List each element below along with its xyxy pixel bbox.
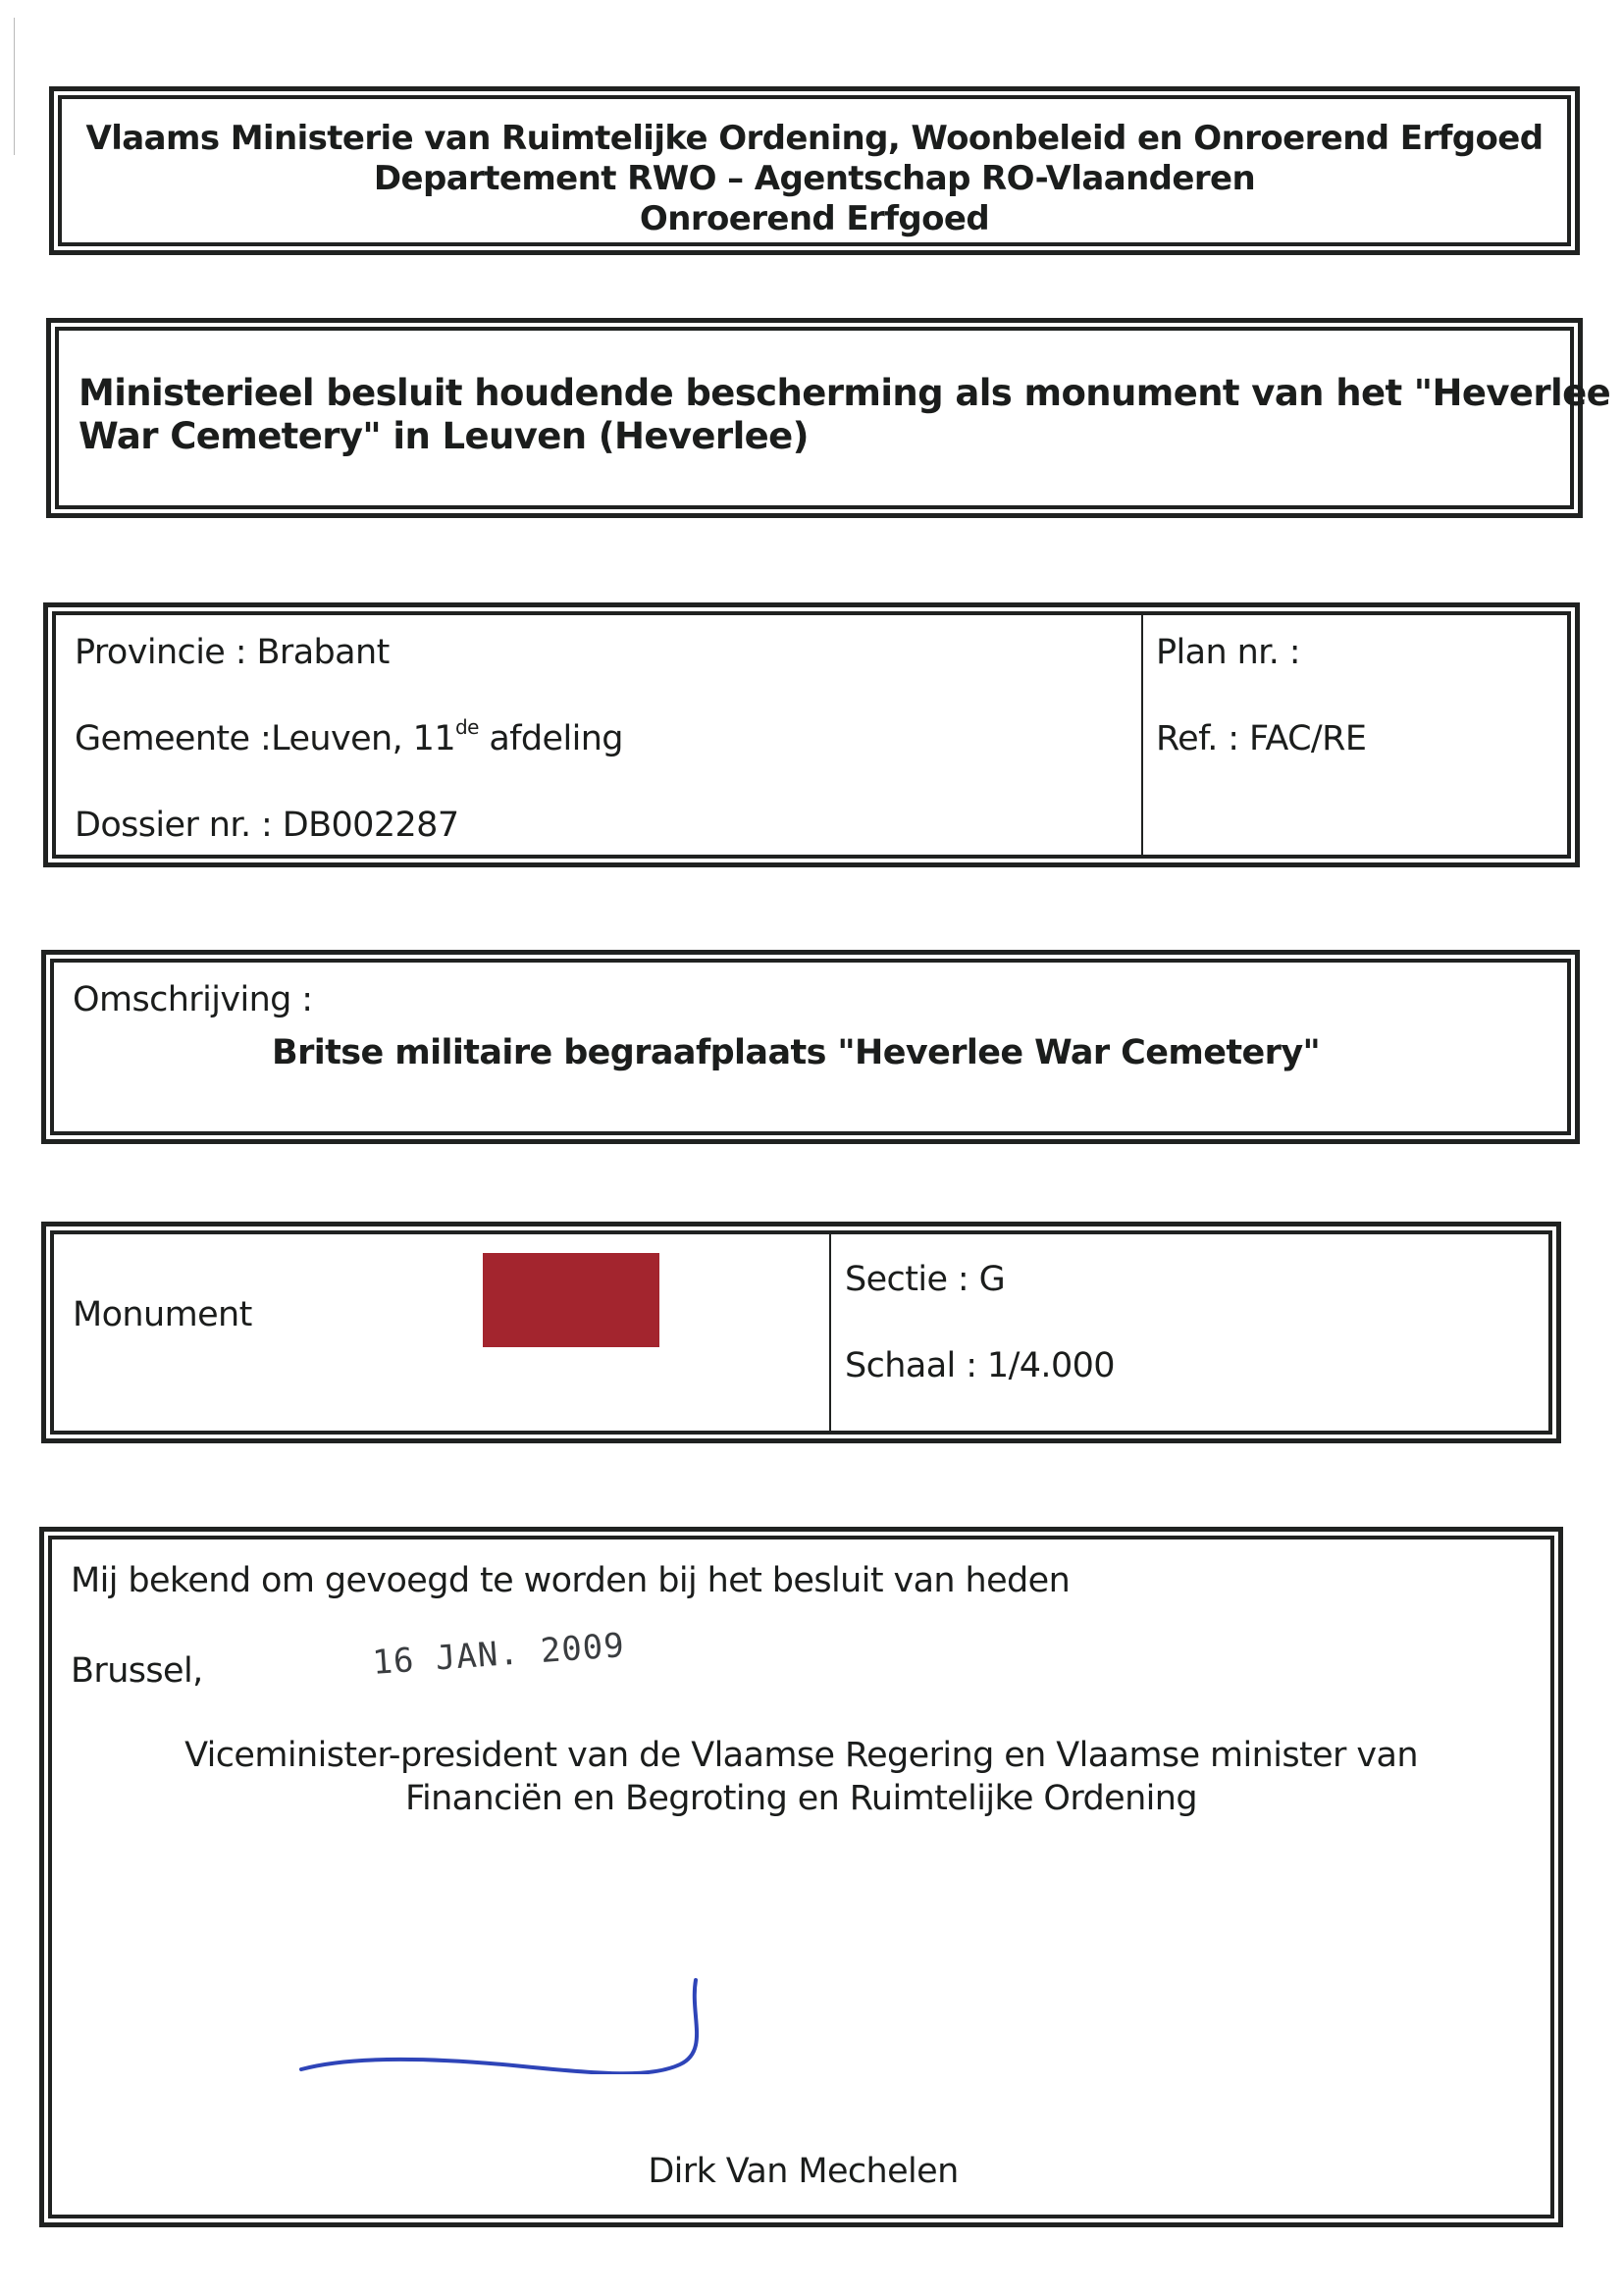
map-meta-cell — [831, 1234, 1548, 1431]
acknowledgement-text: Mij bekend om gevoegd te worden bij het besluit van heden — [71, 1561, 1071, 1600]
gemeente-field — [75, 717, 1141, 804]
monument-legend-box — [41, 1222, 1561, 1443]
sectie-field: Sectie : G — [845, 1260, 1006, 1299]
minister-name: Dirk Van Mechelen — [648, 2152, 959, 2191]
ministry-header-box — [49, 86, 1580, 255]
decree-title-line2: War Cemetery" in Leuven (Heverlee) — [79, 415, 809, 457]
signature-box — [39, 1527, 1563, 2227]
place-label: Brussel, — [71, 1651, 203, 1691]
decree-title-box — [46, 318, 1611, 518]
location-info-box — [43, 602, 1580, 867]
description-box — [41, 950, 1580, 1144]
gemeente-ordinal: de — [455, 715, 479, 739]
minister-role-line2: Financiën en Begroting en Ruimtelijke Ordening — [404, 1779, 1198, 1818]
gemeente-suffix: afdeling — [478, 719, 623, 758]
date-stamp: 16 JAN. 2009 — [371, 1626, 627, 1683]
description-label: Omschrijving : — [73, 980, 313, 1019]
ref-field: Ref. : FAC/RE — [1156, 719, 1367, 758]
monument-label: Monument — [73, 1295, 252, 1334]
gemeente-text: Gemeente :Leuven, 11 — [75, 719, 455, 758]
dossier-field: Dossier nr. : DB002287 — [75, 806, 459, 845]
legend-cell — [54, 1234, 831, 1431]
minister-role-line1: Viceminister-president van de Vlaamse Regering en Vlaamse minister van — [184, 1736, 1418, 1775]
description-value: Britse militaire begraafplaats "Heverlee War Cemetery" — [272, 1033, 1321, 1072]
agency-name: Onroerend Erfgoed — [639, 199, 990, 238]
location-fields — [56, 615, 1143, 855]
monument-color-swatch — [483, 1253, 659, 1347]
ministry-name: Vlaams Ministerie van Ruimtelijke Ordening, Woonbeleid en Onroerend Erfgoed — [85, 119, 1544, 158]
plan-field: Plan nr. : — [1156, 633, 1300, 672]
handwritten-signature — [297, 1976, 808, 2074]
reference-fields — [1143, 615, 1567, 855]
provincie-field: Provincie : Brabant — [75, 633, 390, 672]
schaal-field: Schaal : 1/4.000 — [845, 1346, 1115, 1385]
decree-title-line1: Ministerieel besluit houdende bescherming als monument van het "Heverlee — [79, 372, 1611, 414]
department-name: Departement RWO – Agentschap RO-Vlaanderen — [373, 159, 1256, 198]
scan-edge-artifact — [14, 18, 15, 155]
